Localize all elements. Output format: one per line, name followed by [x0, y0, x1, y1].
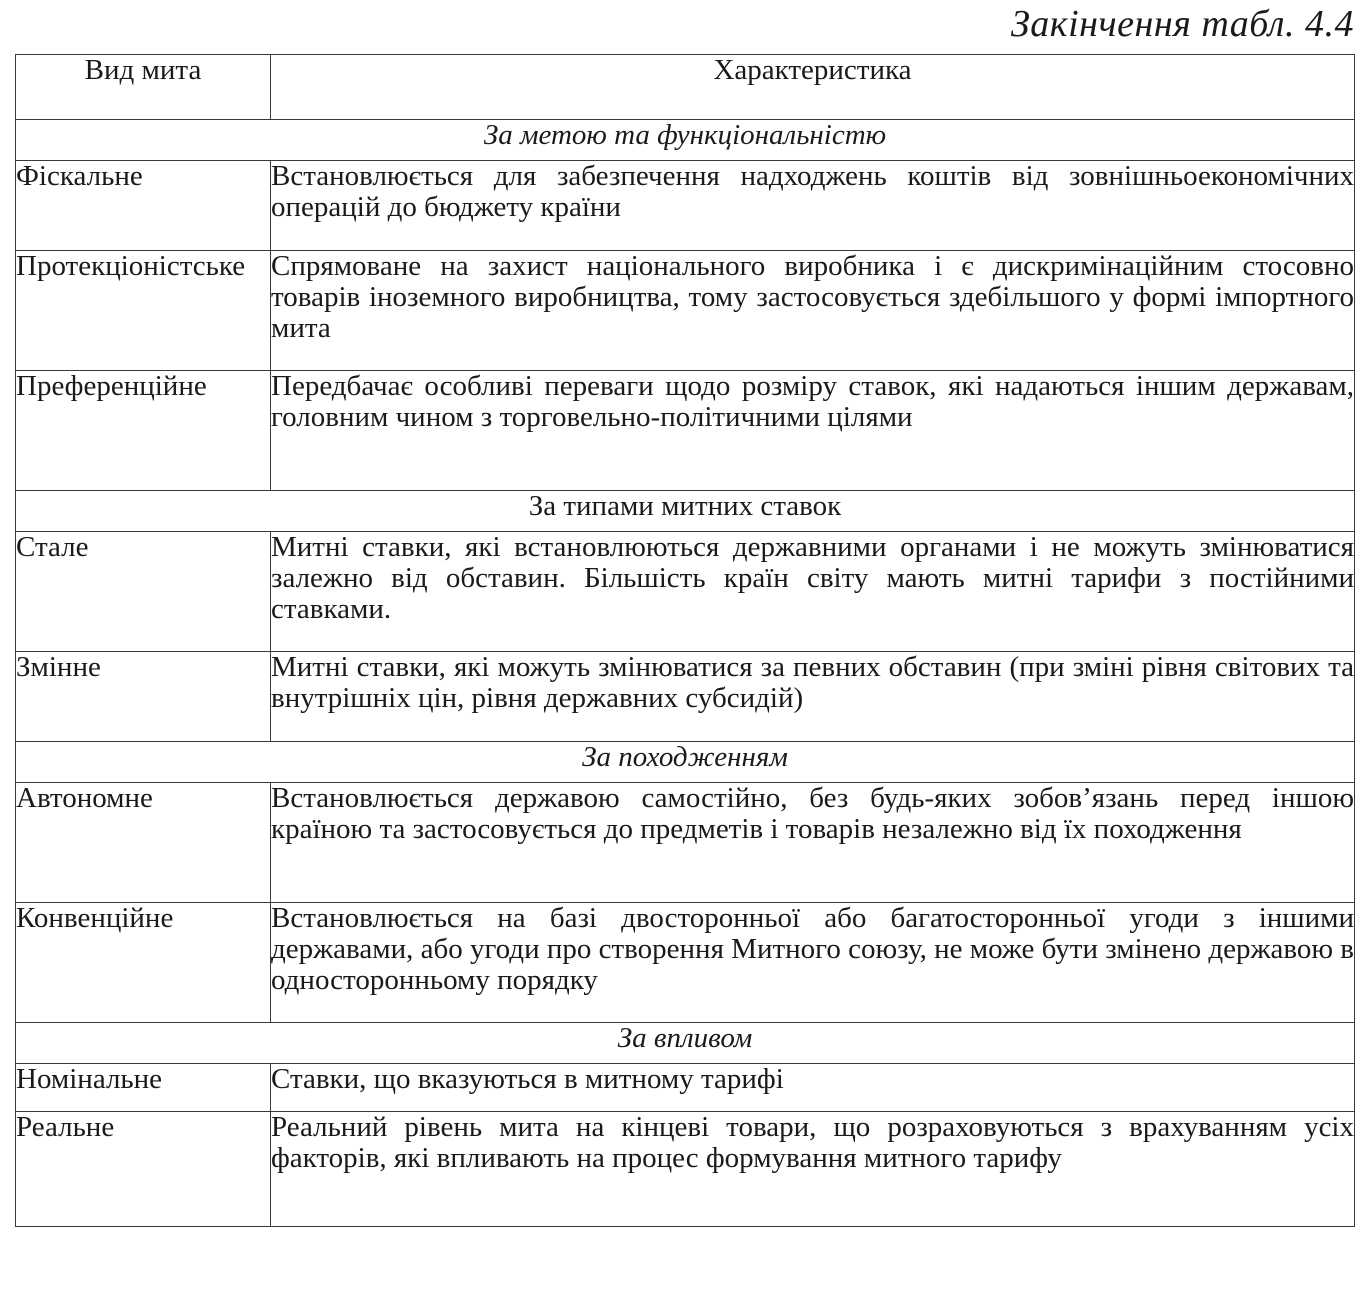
- duty-type: Фіскальне: [16, 161, 271, 251]
- section-title: За впливом: [16, 1023, 1355, 1064]
- header-row: [16, 55, 1355, 120]
- table-row: [16, 652, 1355, 742]
- table-row: [16, 783, 1355, 903]
- duty-description: Встановлюється на базі двосторонньої або багатосторонньої угоди з іншими державами, або угоди про створення Митного союзу, не може бути змінено державою в односторонньому порядку: [271, 903, 1355, 1023]
- table-row: [16, 903, 1355, 1023]
- duty-type: Стале: [16, 532, 271, 652]
- table-row: [16, 161, 1355, 251]
- section-row: [16, 120, 1355, 161]
- section-row: [16, 1023, 1355, 1064]
- header-col-type: Вид мита: [16, 55, 271, 120]
- duty-type: Автономне: [16, 783, 271, 903]
- section-title: За походженням: [16, 742, 1355, 783]
- table-row: [16, 1064, 1355, 1112]
- table-row: [16, 1112, 1355, 1227]
- duty-description: Встановлюється державою самостійно, без будь-яких зобов’язань перед іншою країною та застосовується до предметів і товарів незалежно від їх походження: [271, 783, 1355, 903]
- section-title: За метою та функціональністю: [16, 120, 1355, 161]
- duty-type: Конвенційне: [16, 903, 271, 1023]
- duty-description: Встановлюється для забезпечення надходжень коштів від зовнішньоекономічних операцій до бюджету країни: [271, 161, 1355, 251]
- duty-type: Преференційне: [16, 371, 271, 491]
- section-title: За типами митних ставок: [16, 491, 1355, 532]
- duty-description: Передбачає особливі переваги щодо розміру ставок, які надаються іншим державам, головним чином з торговельно-політичними цілями: [271, 371, 1355, 491]
- header-col-characteristic: Характеристика: [271, 55, 1355, 120]
- table-row: [16, 251, 1355, 371]
- duty-description: Митні ставки, які можуть змінюватися за певних обставин (при зміні рівня світових та внутрішніх цін, рівня державних субсидій): [271, 652, 1355, 742]
- duty-type: Протекціоністське: [16, 251, 271, 371]
- section-row: [16, 742, 1355, 783]
- duty-description: Реальний рівень мита на кінцеві товари, що розраховуються з врахуванням усіх факторів, які впливають на процес формування митного тарифу: [271, 1112, 1355, 1227]
- duty-description: Митні ставки, які встановлюються державними органами і не можуть змінюватися залежно від обставин. Більшість країн світу мають митні тарифи з постійними ставками.: [271, 532, 1355, 652]
- duty-description: Спрямоване на захист національного виробника і є дискримінаційним стосовно товарів іноземного виробництва, тому застосовується здебільшого у формі імпортного мита: [271, 251, 1355, 371]
- table-caption: Закінчення табл. 4.4: [1010, 3, 1354, 45]
- duty-type: Номінальне: [16, 1064, 271, 1112]
- table-row: [16, 532, 1355, 652]
- section-row: [16, 491, 1355, 532]
- duty-type: Змінне: [16, 652, 271, 742]
- duty-type: Реальне: [16, 1112, 271, 1227]
- duty-types-table: [15, 54, 1355, 1227]
- table-row: [16, 371, 1355, 491]
- duty-description: Ставки, що вказуються в митному тарифі: [271, 1064, 1355, 1112]
